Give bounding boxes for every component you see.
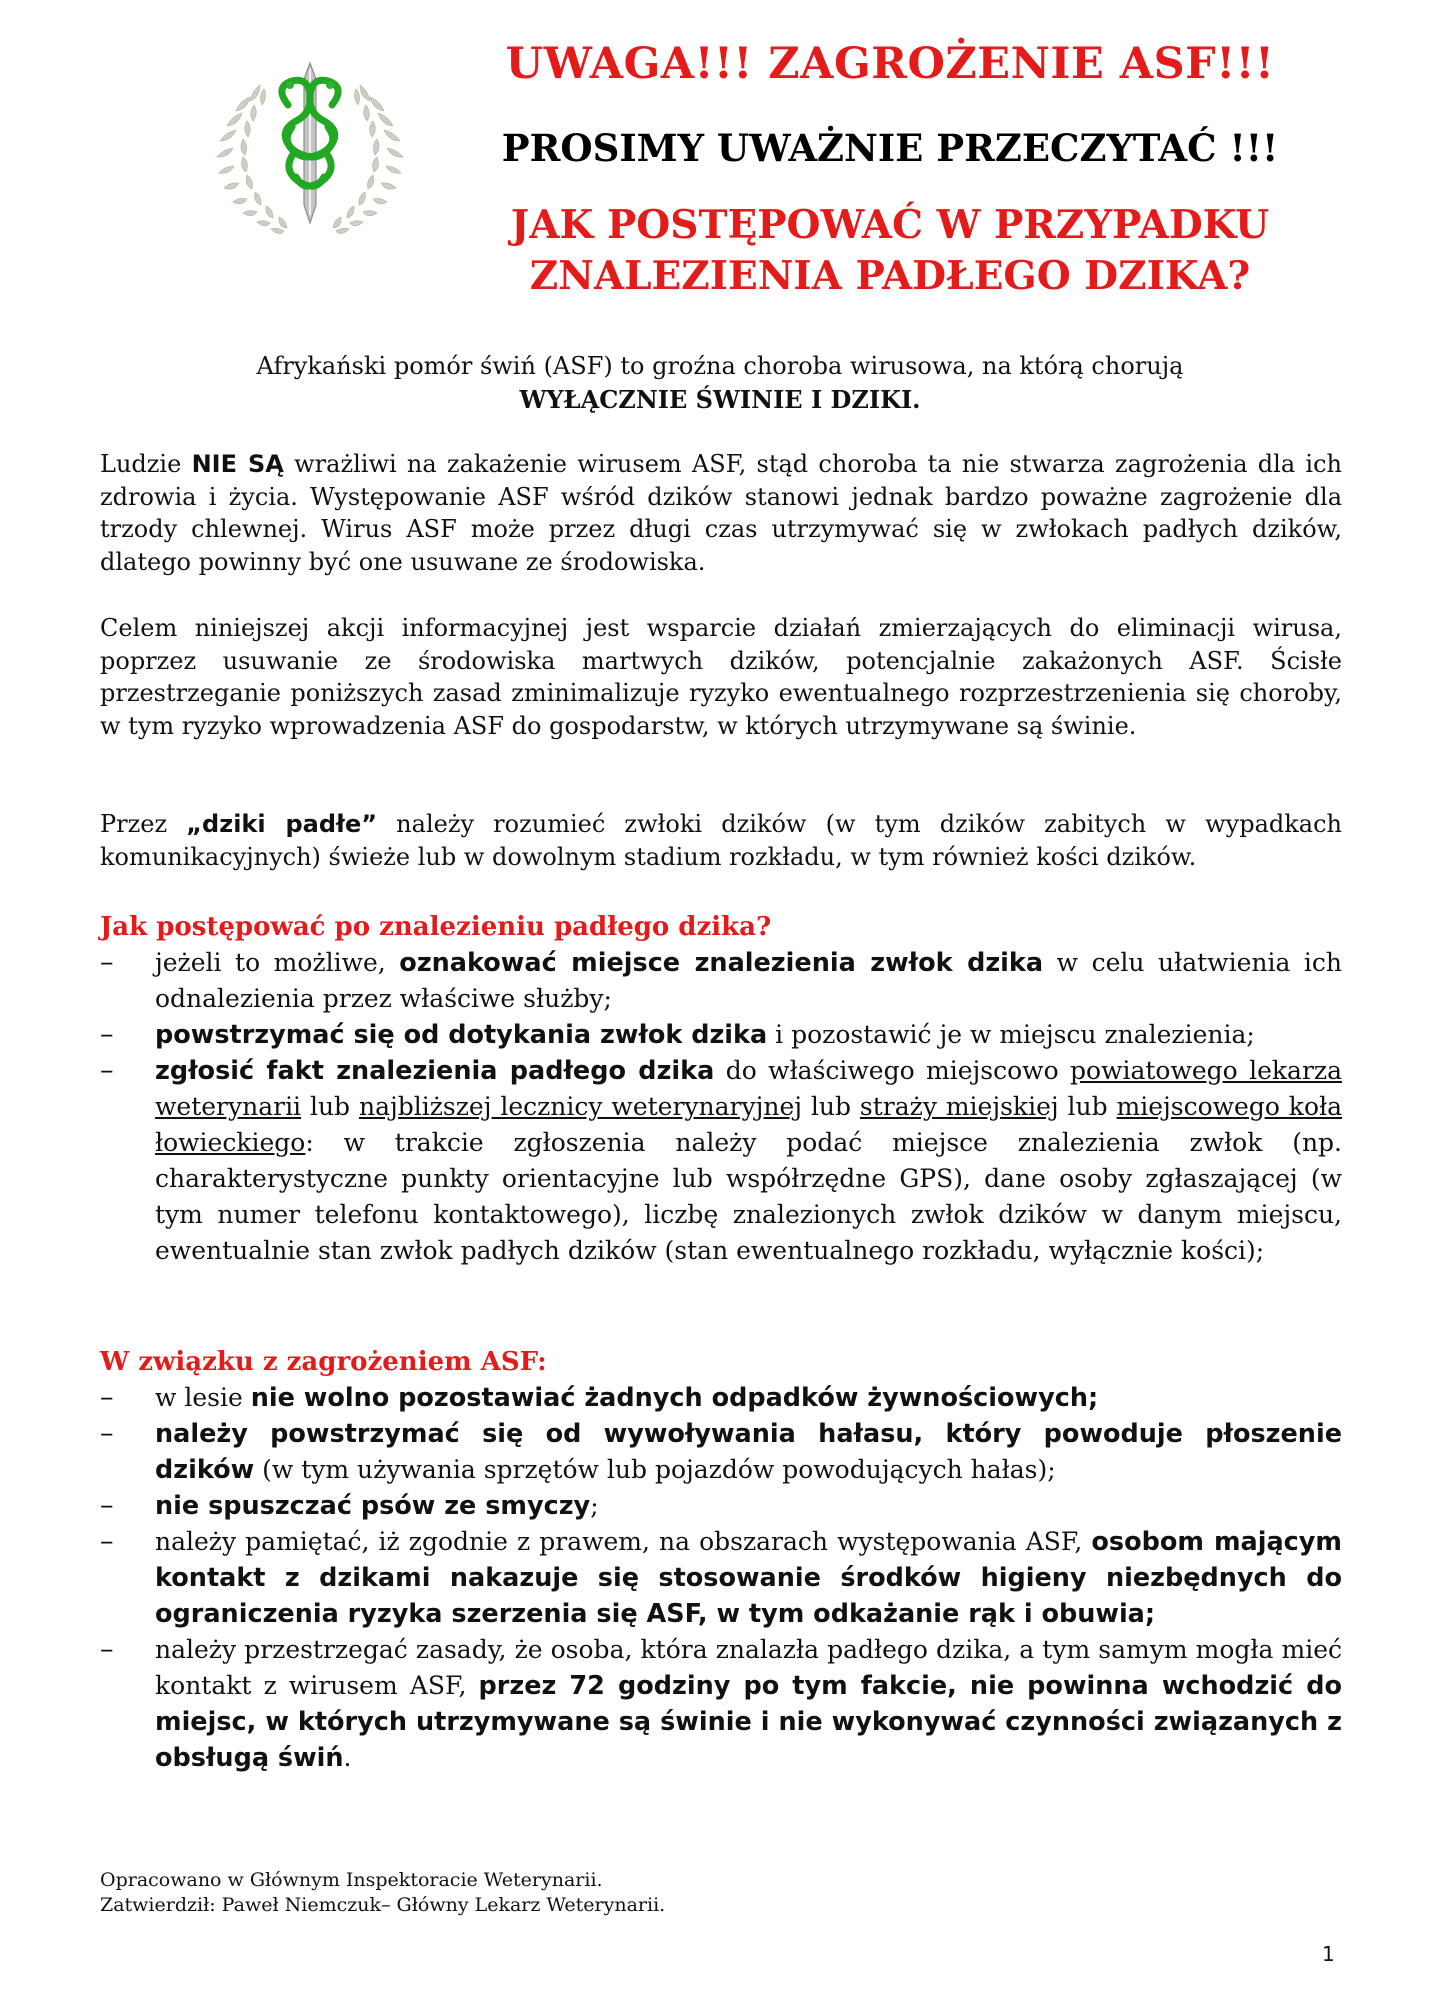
item-bold: osobom mającym kontakt z dzikami nakazuje się stosowanie środków higieny niezbędnych do ograniczenia ryzyka szerzenia się ASF, w tym odkażanie rąk i obuwia; [155,1527,1342,1629]
list-item [100,1524,1342,1632]
page-number: 1 [1322,1942,1335,1966]
item-text: ; [590,1491,599,1520]
paragraph-definition [100,808,1342,873]
item-text: : w trakcie zgłoszenia należy podać miejsce znalezienia zwłok (np. charakterystyczne punkty orientacyjne lub współrzędne GPS), dane osoby zgłaszającej (w tym numer telefonu kontaktowego), liczbę znalezionych zwłok dzików w danym miejscu, ewentualnie stan zwłok padłych dzików (stan ewentualnego rozkładu, wyłącznie kości); [155,1128,1342,1265]
p1-bold: NIE SĄ [191,450,284,478]
item-text: należy przestrzegać zasady, że osoba, która znalazła padłego dzika, a tym samym mogła mieć kontakt z wirusem ASF, [155,1635,1342,1700]
paragraph-humans [100,448,1342,578]
p3-after: należy rozumieć zwłoki dzików (w tym dzików zabitych w wypadkach komunikacyjnych) świeże lub w dowolnym stadium rozkładu, w tym również kości dzików. [100,810,1343,871]
underlined-hunting-club-text: miejscowego koła łowieckiego [155,1092,1343,1157]
dash-bullet: – [100,1019,114,1050]
p1-before: Ludzie [100,450,192,478]
intro-line1: Afrykański pomór świń (ASF) to groźna choroba wirusowa, na którą chorują [256,352,1184,380]
footer [100,1868,665,1918]
underlined-vet-text: powiatowego lekarza weterynarii [155,1056,1342,1121]
footer-prepared-by: Opracowano w Głównym Inspektoracie Weterynarii. [100,1869,603,1891]
list-item [100,1632,1342,1776]
item-bold: należy powstrzymać się od wywoływania hałasu, który powoduje płoszenie dzików [155,1419,1342,1485]
underlined-clinic-text: najbliższej lecznicy weterynaryjnej [358,1092,803,1121]
list-item [100,1017,1342,1053]
item-text: lub [802,1092,860,1121]
item-text: lub [1058,1092,1117,1121]
intro [100,350,1340,416]
item-text: w celu ułatwienia ich odnalezienia przez właściwe służby; [155,948,1343,1013]
item-bold: nie wolno pozostawiać żadnych odpadków żywnościowych; [250,1383,1099,1413]
item-text: i pozostawić je w miejscu znalezienia; [767,1020,1255,1049]
caduceus-laurel-logo-icon [190,55,430,255]
dash-bullet: – [100,1418,114,1449]
item-text: należy pamiętać, iż zgodnie z prawem, na obszarach występowania ASF, [155,1527,1092,1556]
section-asf-threat-title: W związku z zagrożeniem ASF: [100,1347,547,1377]
p3-before: Przez [100,810,187,838]
p3-bold: „dziki padłe” [186,810,378,838]
item-bold: zgłosić fakt znalezienia padłego dzika [155,1056,715,1086]
question-title-line1: JAK POSTĘPOWAĆ W PRZYPADKU [510,201,1270,248]
warning-title: UWAGA!!! ZAGROŻENIE ASF!!! [505,39,1275,89]
dash-bullet: – [100,947,114,978]
question-title-line2: ZNALEZIENIA PADŁEGO DZIKA? [529,253,1251,300]
section-asf-threat [100,1345,1342,1776]
section-how-to-act-title: Jak postępować po znalezieniu padłego dzika? [100,912,772,942]
section-how-to-act [100,910,1342,1269]
dash-bullet: – [100,1055,114,1086]
dash-bullet: – [100,1490,114,1521]
item-text: . [343,1743,352,1772]
footer-approved-by: Zatwierdził: Paweł Niemczuk– Główny Lekarz Weterynarii. [100,1894,666,1916]
underlined-guard-text: straży miejskiej [859,1092,1059,1121]
item-bold: oznakować miejsce znalezienia zwłok dzika [399,948,1044,978]
list-item [100,1053,1342,1269]
question-title [420,200,1360,303]
asf-threat-list [100,1380,1342,1776]
list-item [100,945,1342,1017]
dash-bullet: – [100,1526,114,1557]
dash-bullet: – [100,1382,114,1413]
please-read-title: PROSIMY UWAŻNIE PRZECZYTAĆ !!! [501,126,1279,171]
dash-bullet: – [100,1634,114,1665]
item-text: lub [301,1092,359,1121]
header [420,40,1360,303]
item-text: (w tym używania sprzętów lub pojazdów powodujących hałas); [254,1455,1056,1484]
list-item [100,1380,1342,1416]
list-item [100,1488,1342,1524]
item-text: w lesie [155,1383,251,1412]
paragraph-purpose: Celem niniejszej akcji informacyjnej jest wsparcie działań zmierzających do eliminacji wirusa, poprzez usuwanie ze środowiska martwych dzików, potencjalnie zakażonych ASF. Ścisłe przestrzeganie poniższych zasad zminimalizuje ryzyko ewentualnego rozprzestrzenienia się choroby, w tym ryzyko wprowadzenia ASF do gospodarstw, w których utrzymywane są świnie. [100,614,1342,740]
list-item [100,1416,1342,1488]
intro-line2: WYŁĄCZNIE ŚWINIE I DZIKI. [519,385,921,414]
item-bold: przez 72 godziny po tym fakcie, nie powinna wchodzić do miejsc, w których utrzymywane są świnie i nie wykonywać czynności związanych z obsługą świń [155,1671,1342,1773]
p1-after: wrażliwi na zakażenie wirusem ASF, stąd choroba ta nie stwarza zagrożenia dla ich zdrowia i życia. Występowanie ASF wśród dzików stanowi jednak bardzo poważne zagrożenie dla trzody chlewnej. Wirus ASF może przez długi czas utrzymywać się w zwłokach padłych dzików, dlatego powinny być one usuwane ze środowiska. [100,450,1343,576]
item-text: jeżeli to możliwe, [155,948,400,977]
item-text: do właściwego miejscowo [714,1056,1071,1085]
how-to-act-list [100,945,1342,1269]
item-bold: nie spuszczać psów ze smyczy [155,1491,591,1521]
item-bold: powstrzymać się od dotykania zwłok dzika [155,1020,768,1050]
